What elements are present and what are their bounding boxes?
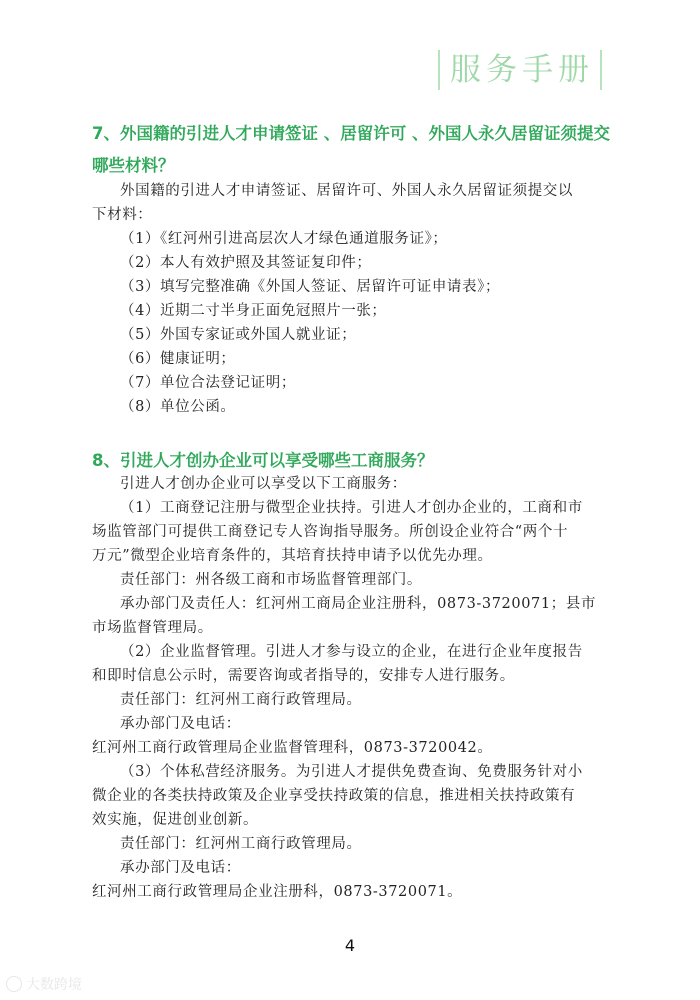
section7-intro-line1: 外国籍的引进人才申请签证、居留许可、外国人永久居留证须提交以 (120, 183, 573, 199)
section7-item: （4）近期二寸半身正面免冠照片一张； (120, 303, 387, 319)
section8-line: 责任部门：州各级工商和市场监督管理部门。 (120, 572, 422, 588)
section8-title: 8、引进人才创办企业可以享受哪些工商服务？ (92, 451, 434, 470)
section7-item: （1）《红河州引进高层次人才绿色通道服务证》； (120, 231, 448, 247)
section8-line: 场监管部门可提供工商登记专人咨询指导服务。所创设企业符合“两个十 (92, 524, 569, 540)
section8-line: 承办部门及电话： (120, 716, 241, 732)
section8-line: 和即时信息公示时，需要咨询或者指导的，安排专人进行服务。 (92, 668, 515, 684)
section8-line: （3）个体私营经济服务。为引进人才提供免费查询、免费服务针对小 (120, 764, 583, 780)
section7-title-line2: 哪些材料？ (92, 156, 175, 175)
section8-line: 责任部门：红河州工商行政管理局。 (120, 836, 362, 852)
section8-line: 效实施，促进创业创新。 (92, 812, 259, 828)
section7-item: （5）外国专家证或外国人就业证； (120, 327, 357, 343)
section7-item: （2）本人有效护照及其签证复印件； (120, 255, 372, 271)
section7-item: （3）填写完整准确《外国人签证、居留许可证申请表》； (120, 279, 501, 295)
section7-item: （7）单位合法登记证明； (120, 375, 296, 391)
section7-item: （6）健康证明； (120, 351, 236, 367)
section8-line: 责任部门：红河州工商行政管理局。 (120, 692, 362, 708)
section8-line: 引进人才创办企业可以享受以下工商服务： (120, 476, 407, 492)
section8-line: 市场监督管理局。 (92, 620, 213, 636)
page-number: 4 (344, 936, 356, 955)
section8-line: 微企业的各类扶持政策及企业享受扶持政策的信息，推进相关扶持政策有 (92, 788, 576, 804)
section8-line: 承办部门及电话： (120, 860, 241, 876)
section7-item: （8）单位公函。 (120, 399, 236, 415)
watermark-logo-icon (6, 976, 22, 992)
section7-intro-line2: 下材料： (92, 207, 153, 223)
section8-line: 红河州工商行政管理局企业监督管理科，0873-3720042。 (92, 740, 493, 756)
watermark (6, 974, 82, 994)
watermark-text: 大数跨境 (26, 977, 82, 993)
section8-line: 万元”微型企业培育条件的，其培育扶持申请予以优先办理。 (92, 548, 493, 564)
section8-line: 红河州工商行政管理局企业注册科，0873-3720071。 (92, 884, 463, 900)
section8-line: （1）工商登记注册与微型企业扶持。引进人才创办企业的，工商和市 (120, 500, 583, 516)
section7-title-line1: 7、外国籍的引进人才申请签证 、居留许可 、外国人永久居留证须提交 (92, 124, 610, 143)
header-title: 服务手册 (438, 50, 602, 90)
section8-line: （2）企业监督管理。引进人才参与设立的企业，在进行企业年度报告 (120, 644, 583, 660)
section8-line: 承办部门及责任人：红河州工商局企业注册科，0873-3720071；县市 (120, 596, 596, 612)
